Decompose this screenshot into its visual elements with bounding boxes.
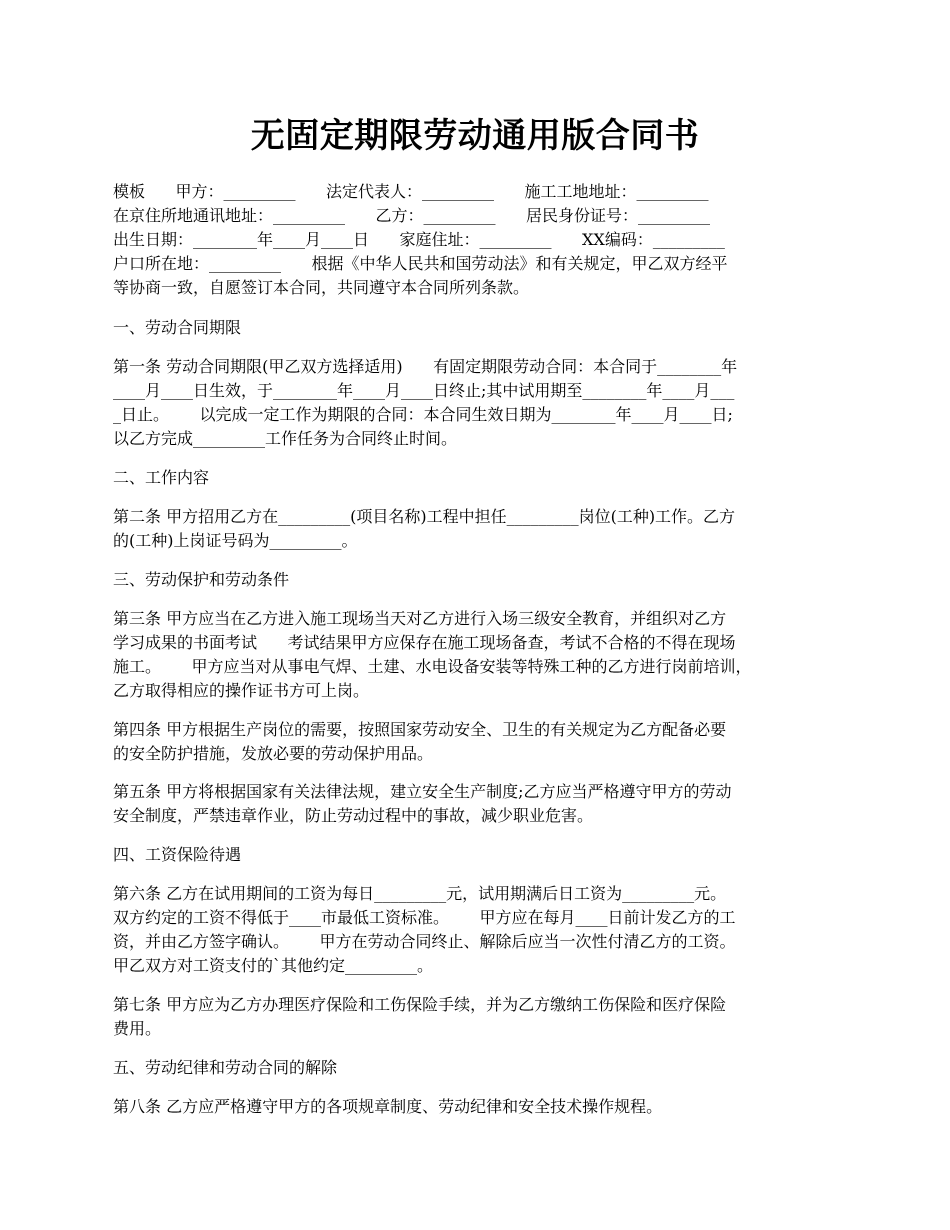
article-6-line-1: 第六条 乙方在试用期间的工资为每日_________元，试用期满后日工资为_________元。 <box>113 884 727 903</box>
preamble-line-1: 户口所在地：_________ 根据《中华人民共和国劳动法》和有关规定，甲乙双方经平 <box>113 254 728 273</box>
preamble-line-2: 等协商一致，自愿签订本合同，共同遵守本合同所列条款。 <box>113 278 530 297</box>
article-8-line-1: 第八条 乙方应严格遵守甲方的各项规章制度、劳动纪律和安全技术操作规程。 <box>113 1097 663 1116</box>
article-3-line-3: 施工。 甲方应当对从事电气焊、土建、水电设备安装等特殊工种的乙方进行岗前培训， <box>113 657 752 676</box>
article-1-line-4: 以乙方完成_________工作任务为合同终止时间。 <box>113 429 458 448</box>
section-heading-2: 二、工作内容 <box>113 468 210 487</box>
party-info-line-1: 模板 甲方：_________ 法定代表人：_________ 施工工地地址：_________ <box>113 182 709 201</box>
article-6-line-3: 资，并由乙方签字确认。 甲方在劳动合同终止、解除后应当一次性付清乙方的工资。 <box>113 932 736 951</box>
article-4-line-1: 第四条 甲方根据生产岗位的需要，按照国家劳动安全、卫生的有关规定为乙方配备必要 <box>113 720 727 739</box>
article-3-line-1: 第三条 甲方应当在乙方进入施工现场当天对乙方进行入场三级安全教育，并组织对乙方 <box>113 609 727 628</box>
article-1-line-3: _日止。 以完成一定工作为期限的合同：本合同生效日期为________年____月____日; <box>113 405 733 424</box>
party-info-line-3: 出生日期：________年____月____日 家庭住址：_________ XX编码：_________ <box>113 230 725 249</box>
article-7-line-1: 第七条 甲方应为乙方办理医疗保险和工伤保险手续，并为乙方缴纳工伤保险和医疗保险 <box>113 995 727 1014</box>
section-heading-1: 一、劳动合同期限 <box>113 318 242 337</box>
section-heading-3: 三、劳动保护和劳动条件 <box>113 570 290 589</box>
section-heading-5: 五、劳动纪律和劳动合同的解除 <box>113 1058 338 1077</box>
article-6-line-2: 双方约定的工资不得低于____市最低工资标准。 甲方应在每月____日前计发乙方的工 <box>113 908 736 927</box>
article-4-line-2: 的安全防护措施，发放必要的劳动保护用品。 <box>113 744 434 763</box>
section-heading-4: 四、工资保险待遇 <box>113 845 242 864</box>
article-6-line-4: 甲乙双方对工资支付的`其他约定_________。 <box>113 956 434 975</box>
article-5-line-2: 安全制度，严禁违章作业，防止劳动过程中的事故，减少职业危害。 <box>113 806 594 825</box>
document-title: 无固定期限劳动通用版合同书 <box>250 116 700 156</box>
article-5-line-1: 第五条 甲方将根据国家有关法律法规，建立安全生产制度;乙方应当严格遵守甲方的劳动 <box>113 782 732 801</box>
party-info-line-2: 在京住所地通讯地址：_________ 乙方：_________ 居民身份证号：_________ <box>113 206 711 225</box>
article-7-line-2: 费用。 <box>113 1019 162 1038</box>
article-3-line-4: 乙方取得相应的操作证书方可上岗。 <box>113 681 370 700</box>
article-1-line-2: ____月____日生效，于________年____月____日终止;其中试用期至________年____月___ <box>113 381 735 400</box>
article-1-line-1: 第一条 劳动合同期限(甲乙双方选择适用) 有固定期限劳动合同：本合同于________年 <box>113 357 738 376</box>
article-2-line-2: 的(工种)上岗证号码为_________。 <box>113 531 358 550</box>
article-3-line-2: 学习成果的书面考试 考试结果甲方应保存在施工现场备查，考试不合格的不得在现场 <box>113 633 736 652</box>
article-2-line-1: 第二条 甲方招用乙方在_________(项目名称)工程中担任_________岗位(工种)工作。乙方 <box>113 507 736 526</box>
